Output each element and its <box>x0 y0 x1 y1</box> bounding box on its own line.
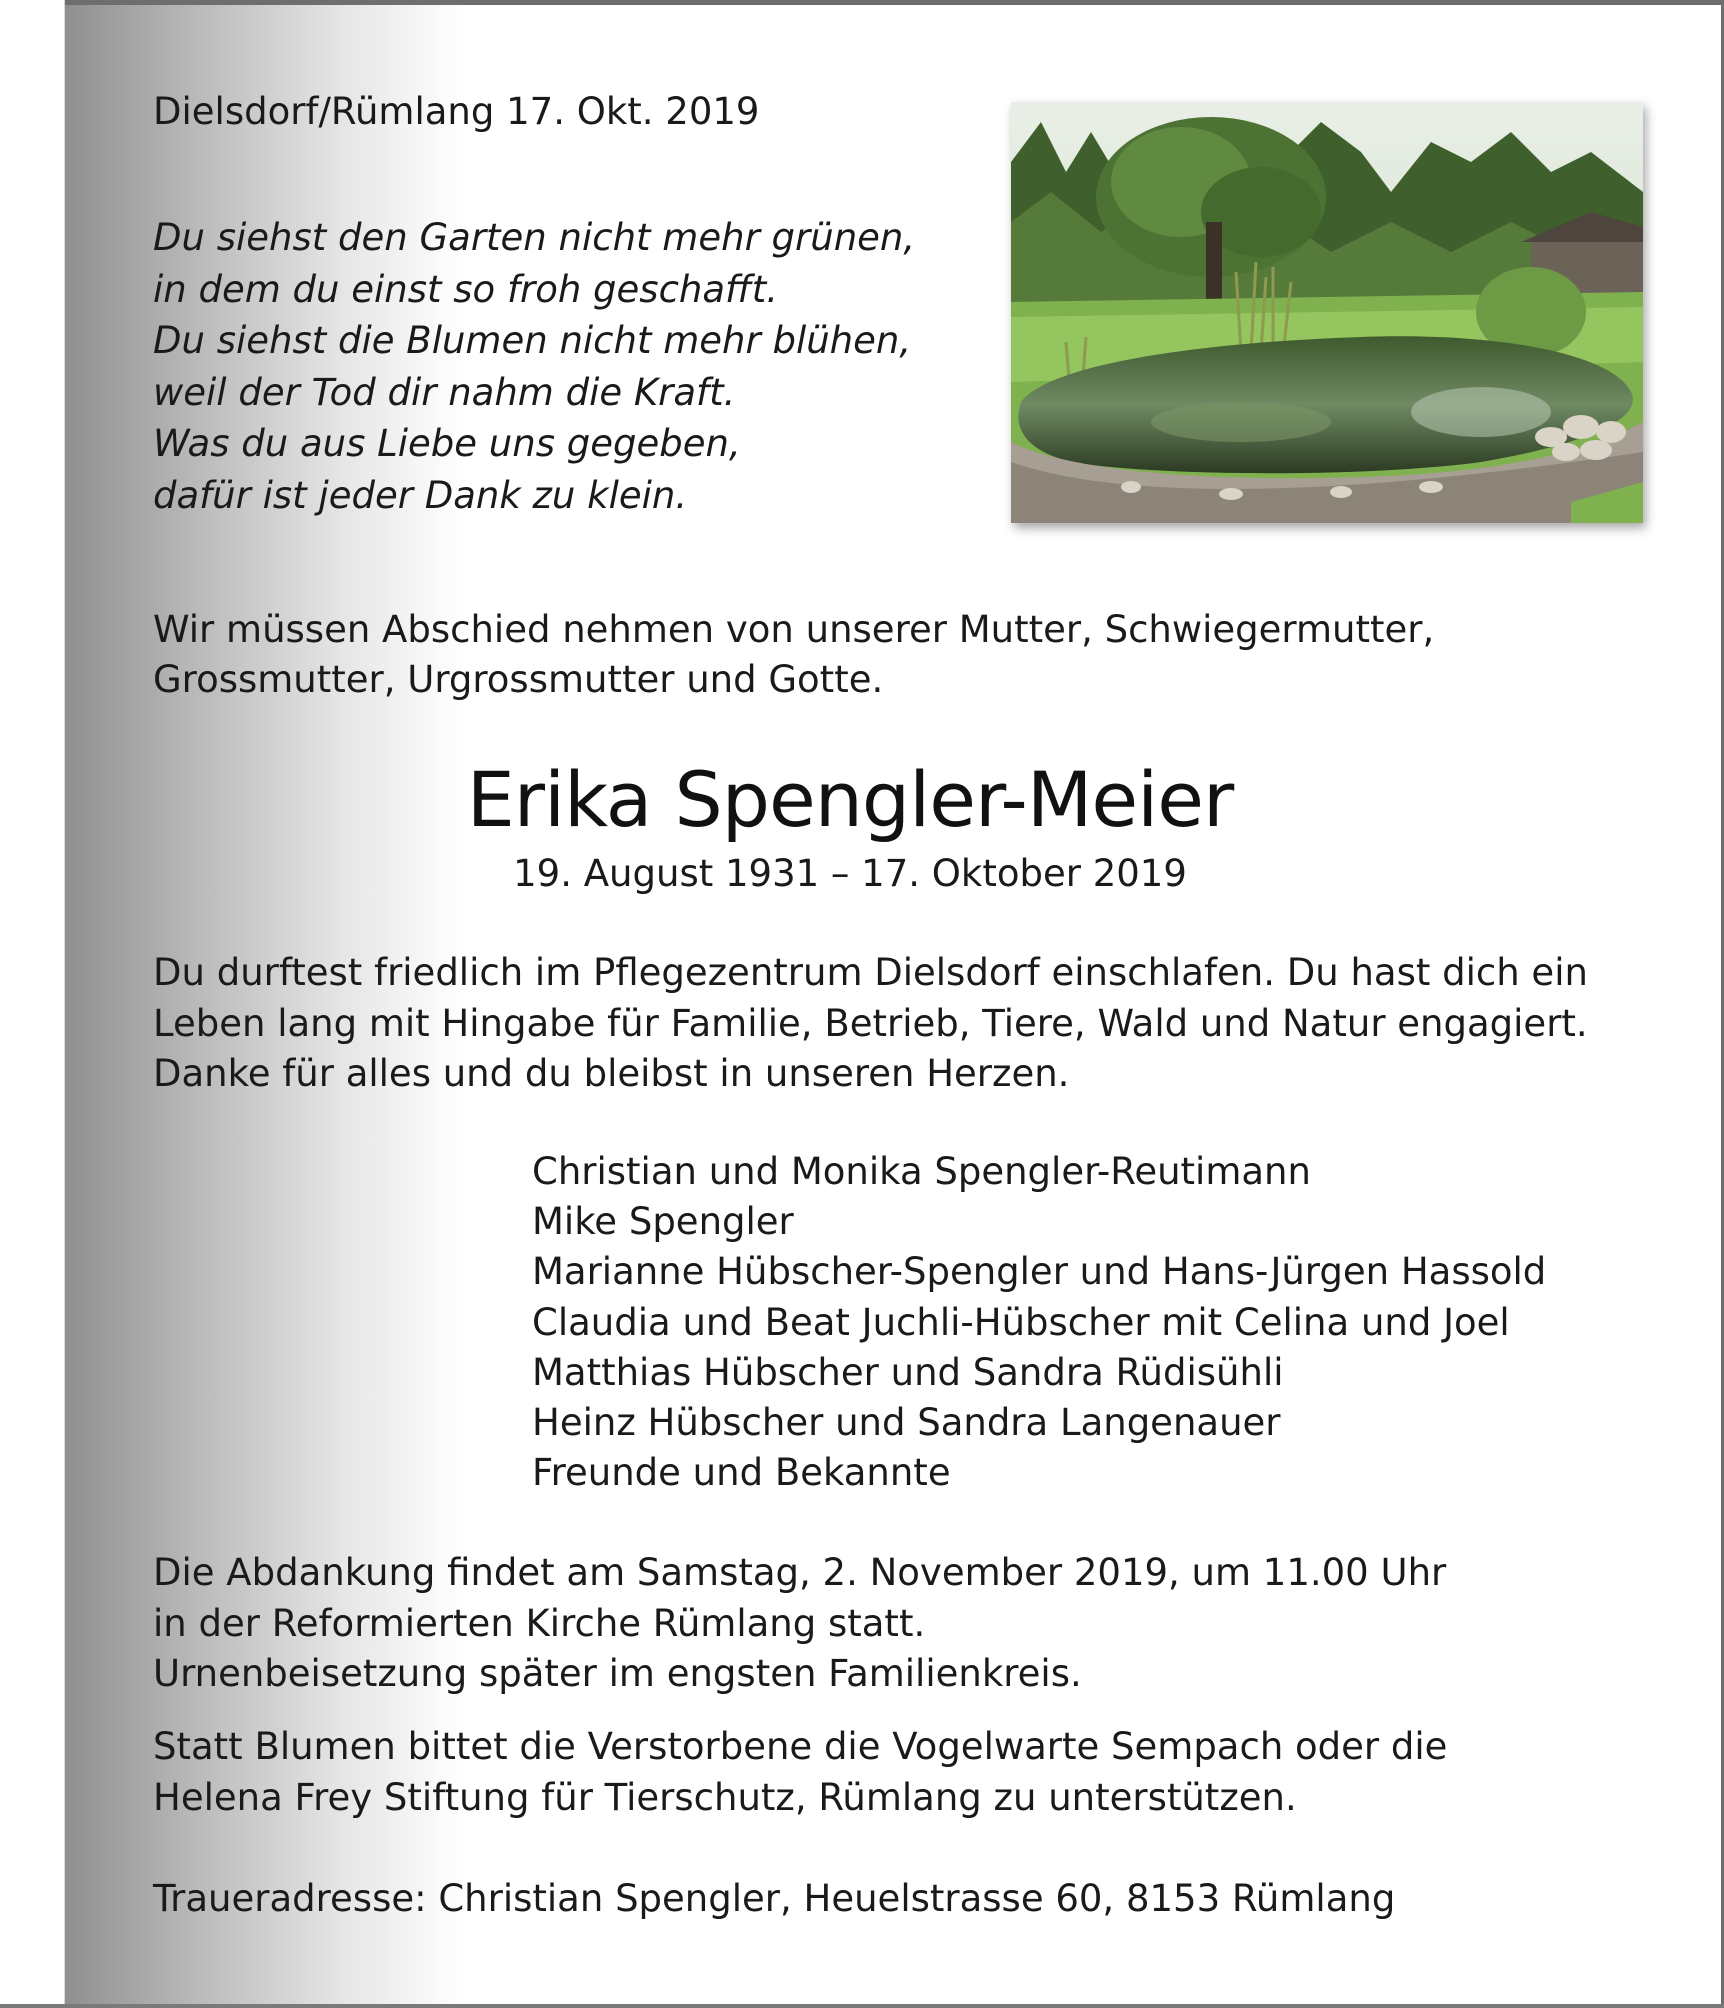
mourner-line: Matthias Hübscher und Sandra Rüdisühli <box>532 1350 1284 1394</box>
poem-line: Du siehst die Blumen nicht mehr blühen, <box>153 319 912 362</box>
poem-line: Was du aus Liebe uns gegeben, <box>153 422 741 465</box>
donation-line: Helena Frey Stiftung für Tierschutz, Rümlang zu unterstützen. <box>153 1775 1297 1819</box>
mourner-line: Marianne Hübscher-Spengler und Hans-Jürgen Hassold <box>532 1250 1547 1294</box>
message-line: Du durftest friedlich im Pflegezentrum Dielsdorf einschlafen. Du hast dich ein <box>153 951 1588 994</box>
poem-line: in dem du einst so froh geschafft. <box>153 267 779 311</box>
mourning-address: Traueradresse: Christian Spengler, Heuelstrasse 60, 8153 Rümlang <box>153 1877 1396 1920</box>
message-line: Leben lang mit Hingabe für Familie, Betrieb, Tiere, Wald und Natur engagiert. <box>153 1001 1588 1045</box>
deceased-name: Erika Spengler-Meier <box>466 755 1234 844</box>
mourner-line: Freunde und Bekannte <box>532 1451 951 1495</box>
intro-text <box>153 605 1434 705</box>
mourners-list <box>532 1147 1546 1498</box>
poem-line: Du siehst den Garten nicht mehr grünen, <box>153 216 916 259</box>
poem-line: dafür ist jeder Dank zu klein. <box>153 473 688 517</box>
ceremony-line: in der Reformierten Kirche Rümlang statt. <box>153 1601 926 1645</box>
intro-line: Wir müssen Abschied nehmen von unserer Mutter, Schwiegermutter, <box>153 608 1435 651</box>
mourner-line: Christian und Monika Spengler-Reutimann <box>532 1150 1311 1193</box>
left-margin-strip <box>0 0 65 2008</box>
garden-pond-photo <box>1011 102 1643 523</box>
poem <box>153 212 915 521</box>
intro-line: Grossmutter, Urgrossmutter und Gotte. <box>153 658 884 701</box>
message-text <box>153 948 1588 1100</box>
ceremony-line: Urnenbeisetzung später im engsten Familienkreis. <box>153 1652 1082 1695</box>
mourner-line: Mike Spengler <box>532 1200 794 1244</box>
life-dates: 19. August 1931 – 17. Oktober 2019 <box>513 852 1187 895</box>
ceremony-info <box>153 1548 1446 1700</box>
place-date: Dielsdorf/Rümlang 17. Okt. 2019 <box>153 90 760 133</box>
ceremony-line: Die Abdankung findet am Samstag, 2. November 2019, um 11.00 Uhr <box>153 1551 1447 1594</box>
mourner-line: Heinz Hübscher und Sandra Langenauer <box>532 1401 1281 1445</box>
poem-line: weil der Tod dir nahm die Kraft. <box>153 370 736 414</box>
message-line: Danke für alles und du bleibst in unseren Herzen. <box>153 1052 1070 1095</box>
mourner-line: Claudia und Beat Juchli-Hübscher mit Celina und Joel <box>532 1300 1510 1344</box>
donation-request <box>153 1722 1447 1823</box>
donation-line: Statt Blumen bittet die Verstorbene die Vogelwarte Sempach oder die <box>153 1725 1448 1768</box>
bottom-border <box>0 2004 1724 2008</box>
